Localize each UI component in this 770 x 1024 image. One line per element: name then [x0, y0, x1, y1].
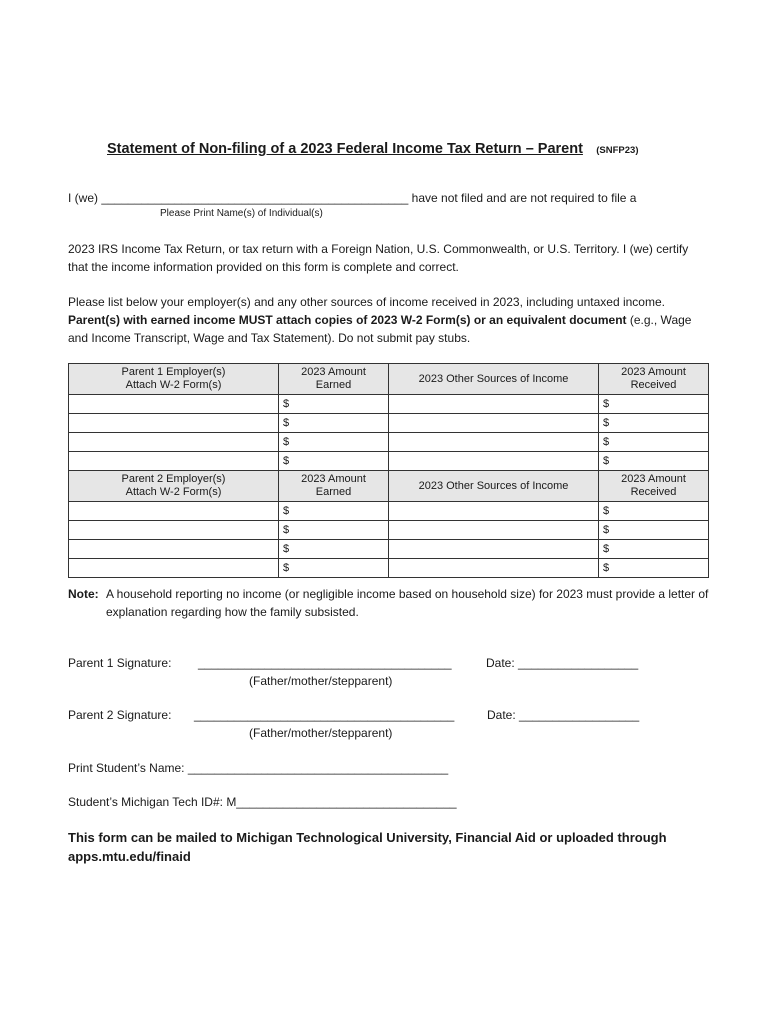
- employer-cell[interactable]: [69, 540, 279, 559]
- student-name-field[interactable]: Print Student’s Name: _______________________________________: [68, 761, 449, 775]
- parent2-employer-header: Parent 2 Employer(s) Attach W-2 Form(s): [69, 471, 279, 502]
- employer-cell[interactable]: [69, 395, 279, 414]
- page-title: Statement of Non-filing of a 2023 Federal Income Tax Return – Parent: [107, 141, 583, 157]
- other-source-cell[interactable]: [389, 452, 599, 471]
- other-source-cell[interactable]: [389, 502, 599, 521]
- parent1-date-field[interactable]: Date: __________________: [486, 656, 639, 670]
- table-row: [69, 502, 709, 521]
- other-source-cell[interactable]: [389, 540, 599, 559]
- received-cell[interactable]: $: [599, 502, 709, 521]
- other-source-cell[interactable]: [389, 559, 599, 578]
- student-id-field[interactable]: Student’s Michigan Tech ID#: M_________________________________: [68, 795, 457, 809]
- earned-cell[interactable]: $: [279, 433, 389, 452]
- note-text: A household reporting no income (or negligible income based on household size) for 2023 must provide a letter of explanation regarding how the family subsisted.: [106, 587, 709, 619]
- parent2-earned-header: 2023 Amount Earned: [279, 471, 389, 502]
- received-cell[interactable]: $: [599, 414, 709, 433]
- other-source-cell[interactable]: [389, 414, 599, 433]
- received-cell[interactable]: $: [599, 395, 709, 414]
- footer-instructions: This form can be mailed to Michigan Technological University, Financial Aid or uploaded through apps.mtu.edu/finaid: [68, 830, 667, 864]
- earned-cell[interactable]: $: [279, 414, 389, 433]
- received-cell[interactable]: $: [599, 540, 709, 559]
- title-row: [107, 141, 639, 157]
- certify-text: 2023 IRS Income Tax Return, or tax return with a Foreign Nation, U.S. Commonwealth, or U.S. Territory. I (we) certify that the income information provided on this form is complete and correct.: [68, 242, 689, 274]
- other-source-cell[interactable]: [389, 521, 599, 540]
- parent1-signature-label: Parent 1 Signature:: [68, 656, 172, 670]
- table-row: [69, 414, 709, 433]
- name-line[interactable]: I (we) ______________________________________________ have not filed and are not required to file a: [68, 191, 637, 205]
- note: [68, 585, 713, 621]
- form-code: (SNFP23): [596, 145, 639, 156]
- table-row: [69, 559, 709, 578]
- other-source-cell[interactable]: [389, 433, 599, 452]
- received-cell[interactable]: $: [599, 433, 709, 452]
- employer-cell[interactable]: [69, 433, 279, 452]
- parent2-received-header: 2023 Amount Received: [599, 471, 709, 502]
- received-cell[interactable]: $: [599, 452, 709, 471]
- table-row: [69, 452, 709, 471]
- income-table: [68, 363, 709, 578]
- table-row: [69, 433, 709, 452]
- note-label: Note:: [68, 587, 99, 601]
- table-row: [69, 540, 709, 559]
- earned-cell[interactable]: $: [279, 521, 389, 540]
- parent1-received-header: 2023 Amount Received: [599, 364, 709, 395]
- earned-cell[interactable]: $: [279, 559, 389, 578]
- parent1-employer-header: Parent 1 Employer(s) Attach W-2 Form(s): [69, 364, 279, 395]
- employer-cell[interactable]: [69, 559, 279, 578]
- parent2-header-row: [69, 471, 709, 502]
- employer-cell[interactable]: [69, 414, 279, 433]
- parent2-signature-hint: (Father/mother/stepparent): [249, 726, 393, 740]
- parent1-earned-header: 2023 Amount Earned: [279, 364, 389, 395]
- parent1-header-row: [69, 364, 709, 395]
- instructions: [68, 293, 708, 347]
- table-row: [69, 521, 709, 540]
- parent1-signature-line[interactable]: ______________________________________: [198, 656, 452, 670]
- parent2-signature-line[interactable]: _______________________________________: [194, 708, 455, 722]
- employer-cell[interactable]: [69, 521, 279, 540]
- earned-cell[interactable]: $: [279, 540, 389, 559]
- employer-cell[interactable]: [69, 502, 279, 521]
- earned-cell[interactable]: $: [279, 395, 389, 414]
- earned-cell[interactable]: $: [279, 452, 389, 471]
- parent1-other-header: 2023 Other Sources of Income: [389, 364, 599, 395]
- instructions-bold: Parent(s) with earned income MUST attach copies of 2023 W-2 Form(s) or an equivalent document: [68, 313, 627, 327]
- other-source-cell[interactable]: [389, 395, 599, 414]
- parent2-date-field[interactable]: Date: __________________: [487, 708, 640, 722]
- employer-cell[interactable]: [69, 452, 279, 471]
- received-cell[interactable]: $: [599, 559, 709, 578]
- parent1-signature-hint: (Father/mother/stepparent): [249, 674, 393, 688]
- name-hint: Please Print Name(s) of Individual(s): [160, 208, 323, 219]
- instructions-rest: (e.g., Wage and Income Transcript, Wage and Tax Statement). Do not submit pay stubs.: [68, 313, 692, 345]
- received-cell[interactable]: $: [599, 521, 709, 540]
- earned-cell[interactable]: $: [279, 502, 389, 521]
- table-row: [69, 395, 709, 414]
- parent2-other-header: 2023 Other Sources of Income: [389, 471, 599, 502]
- parent2-signature-label: Parent 2 Signature:: [68, 708, 172, 722]
- instructions-intro: Please list below your employer(s) and any other sources of income received in 2023, including untaxed income.: [68, 295, 665, 309]
